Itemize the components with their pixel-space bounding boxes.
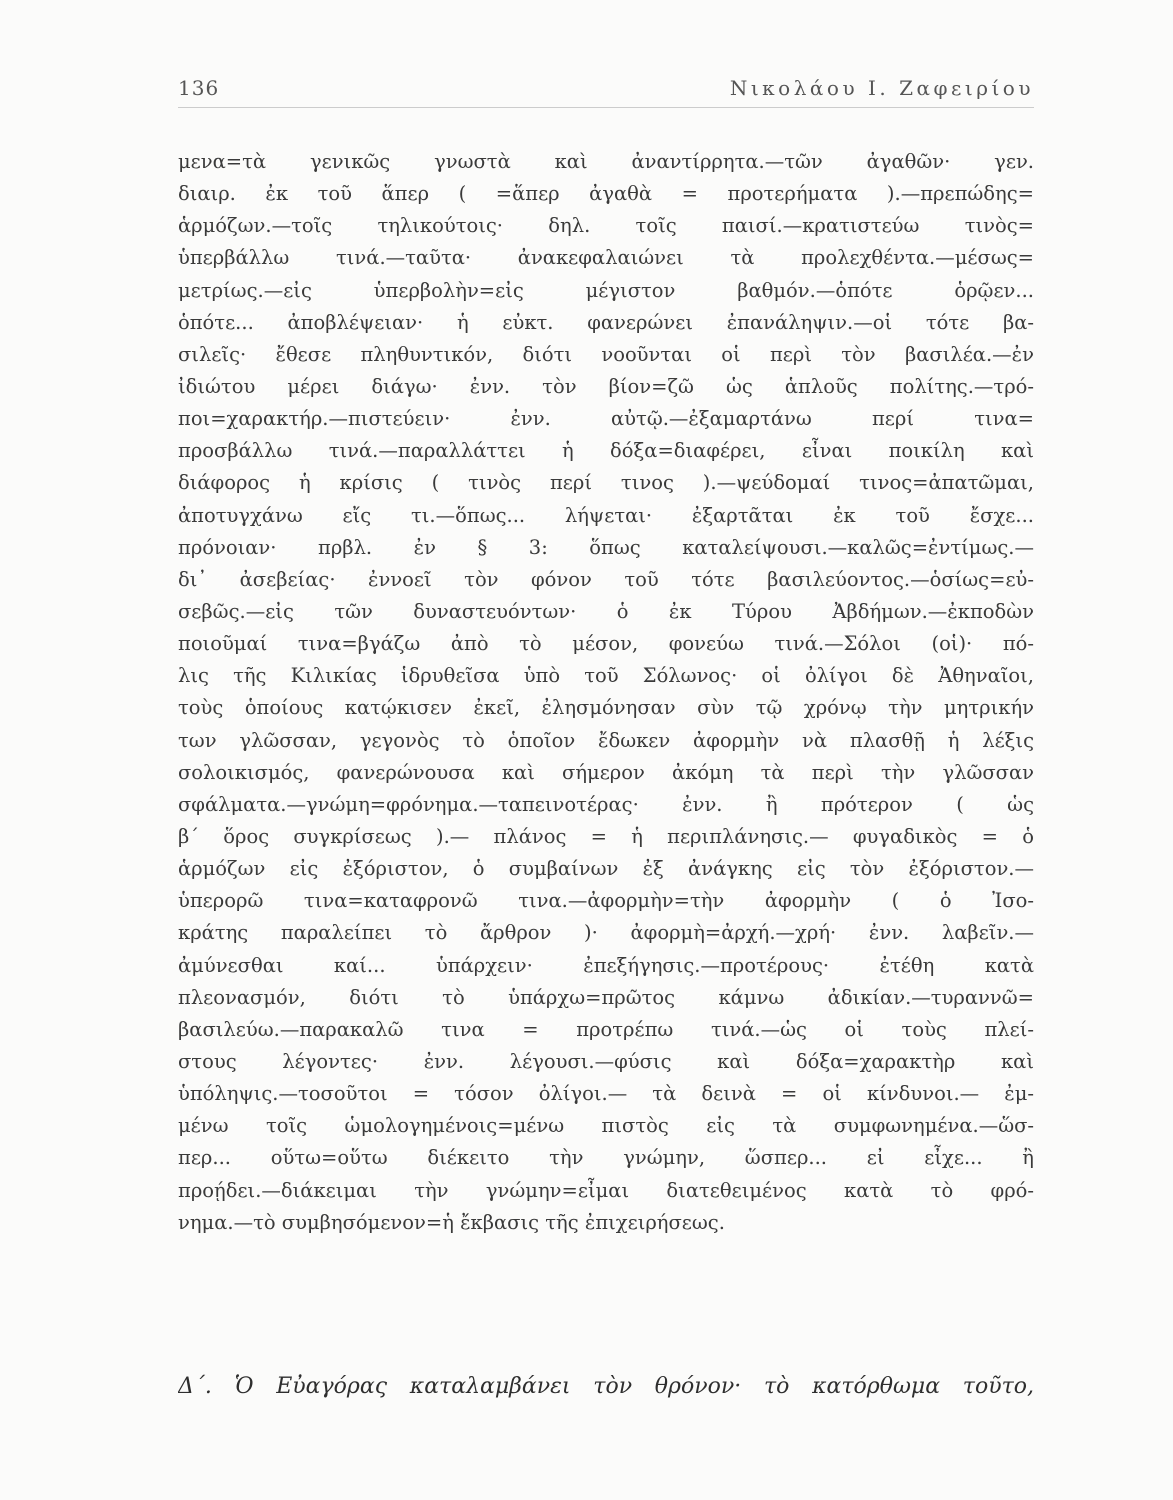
commentary-text (178, 146, 1034, 1239)
text-line: ἁρμόζων.—τοῖς τηλικούτοις· δηλ. τοῖς παισί.—κρατιστεύω τινὸς= (178, 214, 1034, 238)
text-line: προῄδει.—διάκειμαι τὴν γνώμην=εἶμαι διατεθειμένος κατὰ τὸ φρό- (178, 1178, 1034, 1202)
text-line: στους λέγοντες· ἐνν. λέγουσι.—φύσις καὶ δόξα=χαρακτὴρ καὶ (178, 1049, 1034, 1073)
text-line: μενα=τὰ γενικῶς γνωστὰ καὶ ἀναντίρρητα.—τῶν ἀγαθῶν· γεν. (178, 150, 1034, 173)
text-line: βασιλεύω.—παρακαλῶ τινα = προτρέπω τινά.—ὡς οἱ τοὺς πλεί- (178, 1017, 1034, 1041)
text-line: ποι=χαρακτήρ.—πιστεύειν· ἐνν. αὐτῷ.—ἐξαμαρτάνω περί τινα= (178, 407, 1034, 431)
text-line: ὑπερορῶ τινα=καταφρονῶ τινα.—ἀφορμὴν=τὴν ἀφορμὴν ( ὁ Ἰσο- (178, 889, 1034, 913)
text-line: διάφορος ἡ κρίσις ( τινὸς περί τινος ).—ψεύδομαί τινος=ἀπατῶμαι, (178, 471, 1034, 495)
text-line: σεβῶς.—εἰς τῶν δυναστευόντων· ὁ ἐκ Τύρου Ἀβδήμων.—ἐκποδὼν (178, 599, 1034, 623)
text-line: ὑπερβάλλω τινά.—ταῦτα· ἀνακεφαλαιώνει τὰ προλεχθέντα.—μέσως= (178, 246, 1034, 270)
page-header (178, 72, 1034, 106)
text-line: διαιρ. ἐκ τοῦ ἅπερ ( =ἅπερ ἀγαθὰ = προτερήματα ).—πρεπώδης= (178, 182, 1034, 206)
text-line: τοὺς ὁποίους κατῴκισεν ἐκεῖ, ἐλησμόνησαν σὺν τῷ χρόνῳ τὴν μητρικήν (178, 696, 1034, 720)
text-line: πρόνοιαν· πρβλ. ἐν § 3: ὅπως καταλείψουσι.—καλῶς=ἐντίμως.— (178, 535, 1034, 559)
text-line: περ... οὕτω=οὕτω διέκειτο τὴν γνώμην, ὥσπερ... εἰ εἶχε... ἢ (178, 1146, 1034, 1170)
text-line: των γλῶσσαν, γεγονὸς τὸ ὁποῖον ἔδωκεν ἀφορμὴν νὰ πλασθῇ ἡ λέξις (178, 728, 1034, 752)
text-line: σιλεῖς· ἔθεσε πληθυντικόν, διότι νοοῦνται οἱ περὶ τὸν βασιλέα.—ἐν (178, 342, 1034, 366)
text-line: προσβάλλω τινά.—παραλλάττει ἡ δόξα=διαφέρει, εἶναι ποικίλη καὶ (178, 439, 1034, 463)
running-head: Νικολάου Ι. Ζαφειρίου (729, 76, 1034, 100)
text-line: λις τῆς Κιλικίας ἱδρυθεῖσα ὑπὸ τοῦ Σόλωνος· οἱ ὀλίγοι δὲ Ἀθηναῖοι, (178, 664, 1034, 688)
text-line: σφάλματα.—γνώμη=φρόνημα.—ταπεινοτέρας· ἐνν. ἢ πρότερον ( ὡς (178, 792, 1034, 816)
text-line: ὑπόληψις.—τοσοῦτοι = τόσον ὀλίγοι.— τὰ δεινὰ = οἱ κίνδυνοι.— ἐμ- (178, 1082, 1034, 1106)
text-line: ἀμύνεσθαι καί... ὑπάρχειν· ἐπεξήγησις.—προτέρους· ἐτέθη κατὰ (178, 953, 1034, 977)
text-line: πλεονασμόν, διότι τὸ ὑπάρχω=πρῶτος κάμνω ἀδικίαν.—τυραννῶ= (178, 985, 1034, 1009)
text-line: ἀποτυγχάνω εἴς τι.—ὅπως... λήψεται· ἐξαρτᾶται ἐκ τοῦ ἔσχε... (178, 503, 1034, 527)
text-line: δι᾽ ἀσεβείας· ἐννοεῖ τὸν φόνον τοῦ τότε βασιλεύοντος.—ὁσίως=εὐ- (178, 567, 1034, 591)
text-line: ἰδιώτου μέρει διάγω· ἐνν. τὸν βίον=ζῶ ὡς ἁπλοῦς πολίτης.—τρό- (178, 374, 1034, 398)
text-line: β΄ ὅρος συγκρίσεως ).— πλάνος = ἡ περιπλάνησις.— φυγαδικὸς = ὁ (178, 824, 1034, 848)
text-line: κράτης παραλείπει τὸ ἄρθρον )· ἀφορμὴ=ἀρχή.—χρή· ἐνν. λαβεῖν.— (178, 921, 1034, 945)
page-number: 136 (178, 76, 220, 100)
text-line: ὁπότε... ἀποβλέψειαν· ἡ εὐκτ. φανερώνει ἐπανάληψιν.—οἱ τότε βα- (178, 310, 1034, 334)
text-line: νημα.—τὸ συμβησόμενον=ἡ ἔκβασις τῆς ἐπιχειρήσεως. (178, 1210, 725, 1234)
text-line: ποιοῦμαί τινα=βγάζω ἀπὸ τὸ μέσον, φονεύω τινά.—Σόλοι (οἱ)· πό- (178, 632, 1034, 656)
header-rule (178, 107, 1034, 108)
text-line: μετρίως.—εἰς ὑπερβολὴν=εἰς μέγιστον βαθμόν.—ὁπότε ὁρῷεν... (178, 278, 1034, 302)
text-line: ἁρμόζων εἰς ἐξόριστον, ὁ συμβαίνων ἐξ ἀνάγκης εἰς τὸν ἐξόριστον.— (178, 857, 1034, 881)
text-line: μένω τοῖς ὡμολογημένοις=μένω πιστὸς εἰς τὰ συμφωνημένα.—ὥσ- (178, 1114, 1034, 1138)
section-heading: Δ΄. Ὁ Εὐαγόρας καταλαμβάνει τὸν θρόνον· τὸ κατόρθωμα τοῦτο, (178, 1374, 1034, 1399)
text-line: σολοικισμός, φανερώνουσα καὶ σήμερον ἀκόμη τὰ περὶ τὴν γλῶσσαν (178, 760, 1034, 784)
